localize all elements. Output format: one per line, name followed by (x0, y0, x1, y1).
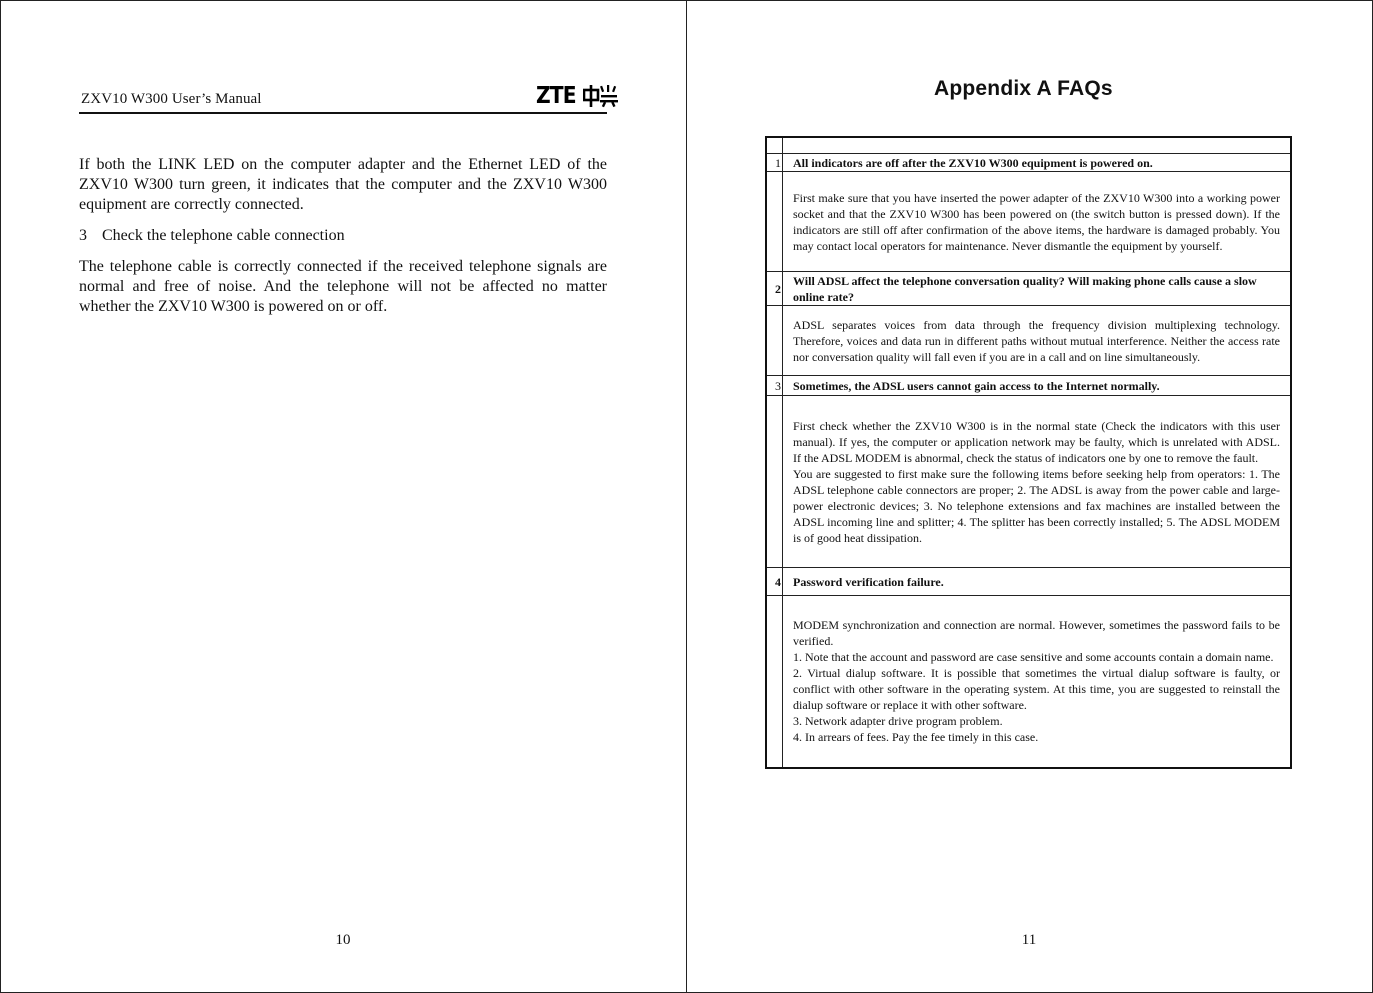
step-heading (79, 226, 345, 246)
zte-logo (536, 82, 619, 110)
paragraph-link-led: If both the LINK LED on the computer adapter and the Ethernet LED of the ZXV10 W300 turn green, it indicates that the computer and the ZXV10 W300 equipment are correctly connected. (79, 156, 607, 213)
zte-logo-chinese-mark (583, 84, 619, 108)
faq-answer-row (766, 172, 1291, 272)
faq-number: 4 (766, 568, 783, 596)
faq-answer-row (766, 396, 1291, 568)
faq-answer-paragraph: 2. Virtual dialup software. It is possible that sometimes the virtual dialup software is faulty, or conflict with other software in the operating system. At this time, you are suggested to reinstall the dialup software or replace it with other software. (793, 666, 1280, 713)
faq-answer-paragraph: 3. Network adapter drive program problem. (793, 714, 1003, 729)
right-page (687, 0, 1373, 993)
faq-answer-paragraph: ADSL separates voices from data through the frequency division multiplexing technology. Therefore, voices and data run in different paths without mutual interference. Neither the access rate nor conversation quality will fall even if you are in a call and on line simultaneously. (793, 317, 1280, 364)
faq-number: 2 (766, 272, 783, 306)
faq-question-row (766, 272, 1291, 306)
appendix-title: Appendix A FAQs (934, 77, 1113, 100)
left-page (0, 0, 686, 993)
paragraph-telephone-cable: The telephone cable is correctly connected if the received telephone signals are normal and free of noise. And the telephone will not be affected no matter whether the ZXV10 W300 is powered on or off. (79, 258, 607, 315)
header-cell-content (783, 137, 1292, 154)
faq-answer-paragraph: First check whether the ZXV10 W300 is in the normal state (Check the indicators with this user manual). If yes, the computer or application network may be faulty, which is unrelated with ADSL. If the ADSL MODEM is abnormal, check the status of indicators one by one to remove the fault. (793, 418, 1280, 465)
faq-question: Will ADSL affect the telephone conversation quality? Will making phone calls cause a slow online rate? (783, 272, 1292, 306)
zte-logo-text: ZTE (536, 83, 576, 109)
faq-question-row (766, 568, 1291, 596)
faq-answer-paragraph: 1. Note that the account and password are case sensitive and some accounts contain a domain name. (793, 650, 1274, 665)
faq-question-row (766, 376, 1291, 396)
faq-answer-paragraph: First make sure that you have inserted the power adapter of the ZXV10 W300 into a working power socket and that the ZXV10 W300 has been powered on (the switch button is pressed down). If the indicators are still off after confirmation of the above items, the hardware is damaged probably. You may contact local operators for maintenance. Never dismantle the equipment by yourself. (793, 190, 1280, 253)
header-rule (79, 112, 607, 114)
faq-number: 3 (766, 376, 783, 396)
faq-question: All indicators are off after the ZXV10 W300 equipment is powered on. (783, 154, 1292, 172)
faq-question-row (766, 154, 1291, 172)
faq-answer-paragraph: MODEM synchronization and connection are normal. However, sometimes the password fails to be verified. (793, 618, 1280, 649)
table-header-row (766, 137, 1291, 154)
faq-number: 1 (766, 154, 783, 172)
faq-question: Sometimes, the ADSL users cannot gain access to the Internet normally. (783, 376, 1292, 396)
header-title: ZXV10 W300 User’s Manual (81, 91, 262, 107)
faq-answer-row (766, 596, 1291, 768)
faq-answer-row (766, 306, 1291, 376)
page-number-left: 10 (335, 932, 351, 948)
page-number-right: 11 (1021, 932, 1037, 948)
step-number: 3 (79, 227, 87, 244)
faq-table (765, 136, 1292, 769)
faq-question: Password verification failure. (783, 568, 1292, 596)
faq-answer-paragraph: 4. In arrears of fees. Pay the fee timely in this case. (793, 730, 1039, 745)
faq-answer-paragraph: You are suggested to first make sure the following items before seeking help from operators: 1. The ADSL telephone cable connectors are proper; 2. The ADSL is away from the power cable and large-power electronic devices; 3. No telephone extensions and fax machines are installed between the ADSL incoming line and splitter; 4. The splitter has been correctly installed; 5. The ADSL MODEM is of good heat dissipation. (793, 466, 1280, 545)
header-cell-number (766, 137, 783, 154)
step-text: Check the telephone cable connection (102, 227, 345, 244)
